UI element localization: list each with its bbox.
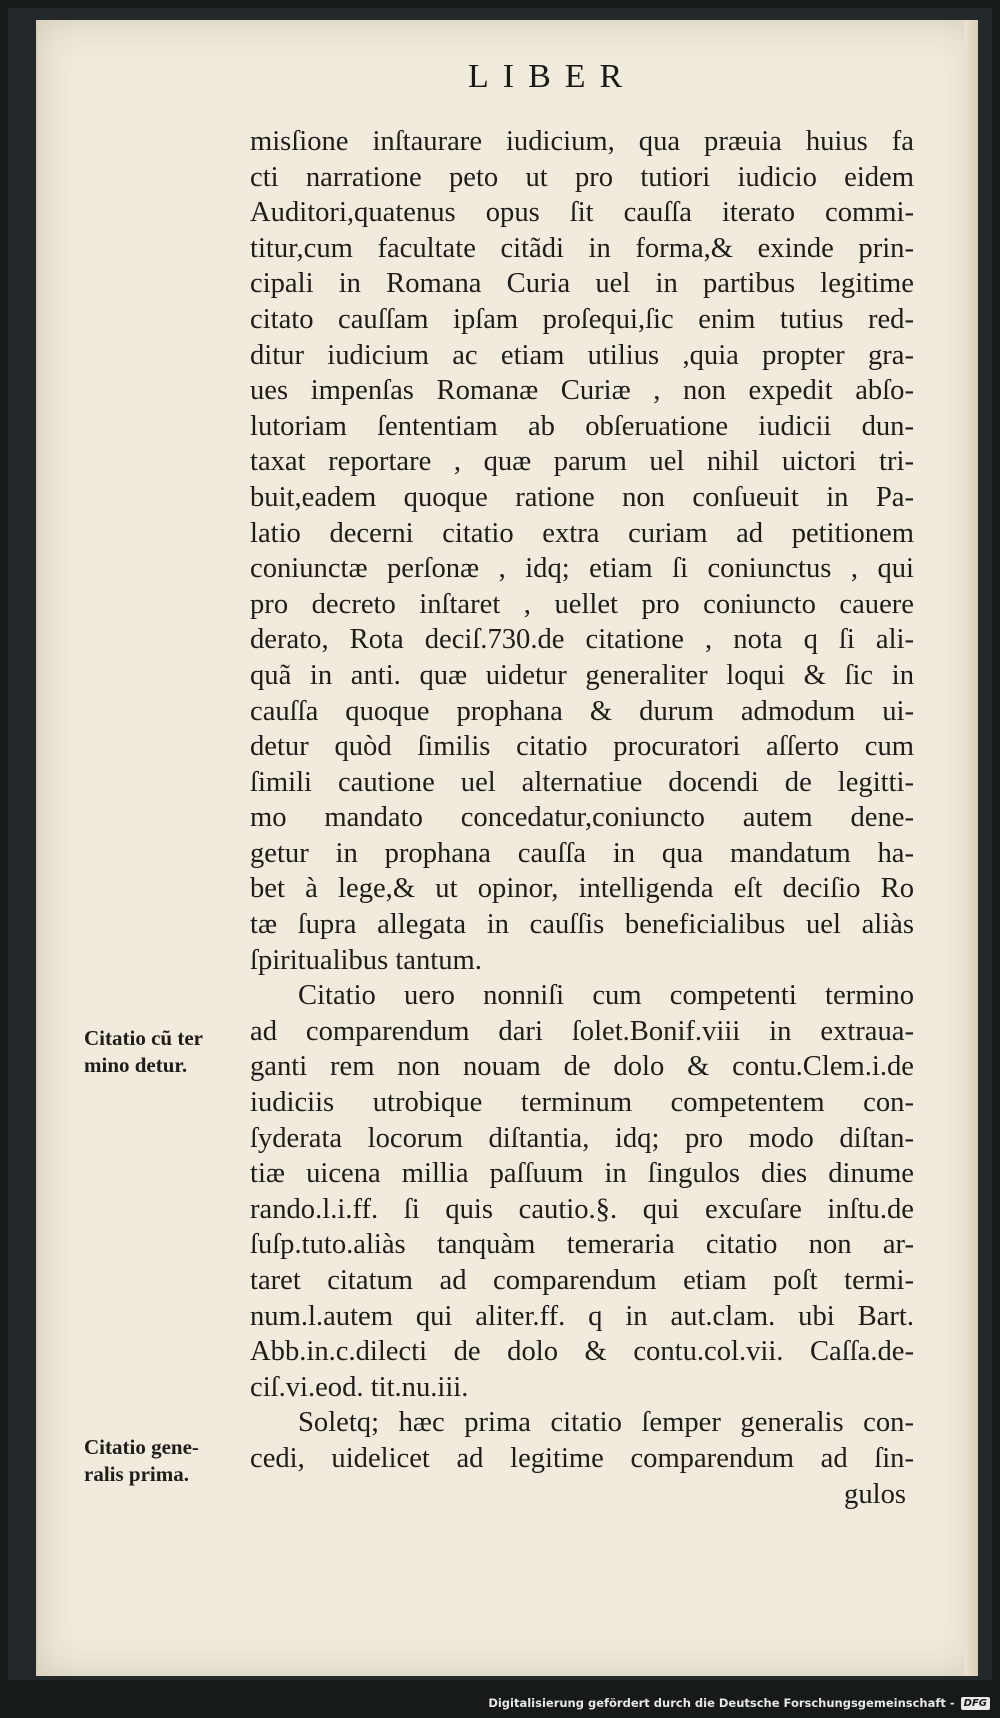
- text-line: buit,eadem quoque ratione non conſueuit in Pa-: [250, 481, 914, 513]
- book-page: [36, 20, 978, 1676]
- text-line: misſione inſtaurare iudicium, qua præuia huius fa: [250, 126, 914, 157]
- text-line: ad comparendum dari ſolet.Bonif.viii in extraua-: [250, 1015, 914, 1047]
- text-line: Citatio uero nonniſi cum competenti termino: [298, 980, 914, 1012]
- text-line: detur quòd ſimilis citatio procuratori aſſerto cum: [250, 731, 914, 763]
- text-line: bet à lege,& ut opinor, intelligenda eſt deciſio Ro: [250, 873, 914, 905]
- margin-note-line: ralis prima.: [84, 1462, 189, 1486]
- text-line: taxat reportare , quæ parum uel nihil uictori tri-: [250, 446, 914, 478]
- margin-note-line: mino detur.: [84, 1053, 188, 1077]
- text-line: cedi, uidelicet ad legitime comparendum ad ſin-: [250, 1442, 914, 1474]
- text-line: Abb.in.c.dilecti de dolo & contu.col.vii. Caſſa.de-: [250, 1336, 914, 1368]
- text-line: lutoriam ſententiam ab obſeruatione iudicii dun-: [250, 410, 914, 442]
- text-line: latio decerni citatio extra curiam ad petitionem: [250, 517, 914, 549]
- page-edge: [964, 20, 978, 1676]
- text-line: derato, Rota deciſ.730.de citatione , nota q ſi ali-: [250, 624, 914, 656]
- text-line: ſpiritualibus tantum.: [250, 944, 482, 976]
- margin-note-line: Citatio gene-: [84, 1435, 199, 1459]
- text-line: cipali in Romana Curia uel in partibus legitime: [250, 268, 914, 300]
- text-line: titur,cum facultate citãdi in forma,& exinde prin-: [250, 232, 914, 264]
- text-line: ſimili cautione uel alternatiue docendi de legitti-: [250, 766, 914, 798]
- text-line: rando.l.i.ff. ſi quis cautio.§. qui excuſare inſtu.de: [250, 1193, 914, 1225]
- text-line: cauſſa quoque prophana & durum admodum ui-: [250, 695, 914, 727]
- text-line: mo mandato concedatur,coniuncto autem dene-: [250, 802, 914, 834]
- margin-note-line: Citatio cũ ter: [84, 1026, 203, 1050]
- main-text-block: [250, 124, 914, 1512]
- text-line: ditur iudicium ac etiam utilius ,quia propter gra-: [250, 339, 914, 371]
- text-line: coniunctæ perſonæ , idq; etiam ſi coniunctus , qui: [250, 553, 914, 585]
- text-line: taret citatum ad comparendum etiam poſt termi-: [250, 1265, 914, 1296]
- text-line: ues impenſas Romanæ Curiæ , non expedit abſo-: [250, 375, 914, 407]
- running-head: LIBER: [468, 58, 637, 95]
- digitization-footer: [488, 1696, 990, 1710]
- text-line: Auditori,quatenus opus ſit cauſſa iterato commi-: [250, 197, 914, 229]
- text-line: getur in prophana cauſſa in qua mandatum ha-: [250, 837, 914, 869]
- text-line: tiæ uicena millia paſſuum in ſingulos dies dinume: [250, 1158, 914, 1190]
- margin-note-general-citation: [84, 1434, 248, 1488]
- text-line: ganti rem non nouam de dolo & contu.Clem.i.de: [250, 1051, 914, 1083]
- text-line: pro decreto inſtaret , uellet pro coniuncto cauere: [250, 588, 914, 620]
- text-line: ſyderata locorum diſtantia, idq; pro modo diſtan-: [250, 1122, 914, 1154]
- text-line: num.l.autem qui aliter.ff. q in aut.clam. ubi Bart.: [250, 1300, 914, 1332]
- text-line: tæ ſupra allegata in cauſſis beneficialibus uel aliàs: [250, 909, 914, 941]
- text-line: ſuſp.tuto.aliàs tanquàm temeraria citatio non ar-: [250, 1229, 914, 1261]
- text-line: citato cauſſam ipſam proſequi,ſic enim tutius red-: [250, 303, 914, 335]
- text-line: iudiciis utrobique terminum competentem con-: [250, 1087, 914, 1119]
- text-line: Soletq; hæc prima citatio ſemper generalis con-: [298, 1407, 914, 1439]
- margin-note-citation-term: [84, 1025, 248, 1079]
- dfg-logo: DFG: [961, 1697, 990, 1710]
- catchword: gulos: [844, 1478, 906, 1510]
- footer-credit: Digitalisierung gefördert durch die Deutsche Forschungsgemeinschaft -: [488, 1696, 955, 1710]
- text-line: quã in anti. quæ uidetur generaliter loqui & ſic in: [250, 659, 914, 691]
- text-line: ciſ.vi.eod. tit.nu.iii.: [250, 1371, 469, 1403]
- text-line: cti narratione peto ut pro tutiori iudicio eidem: [250, 161, 914, 193]
